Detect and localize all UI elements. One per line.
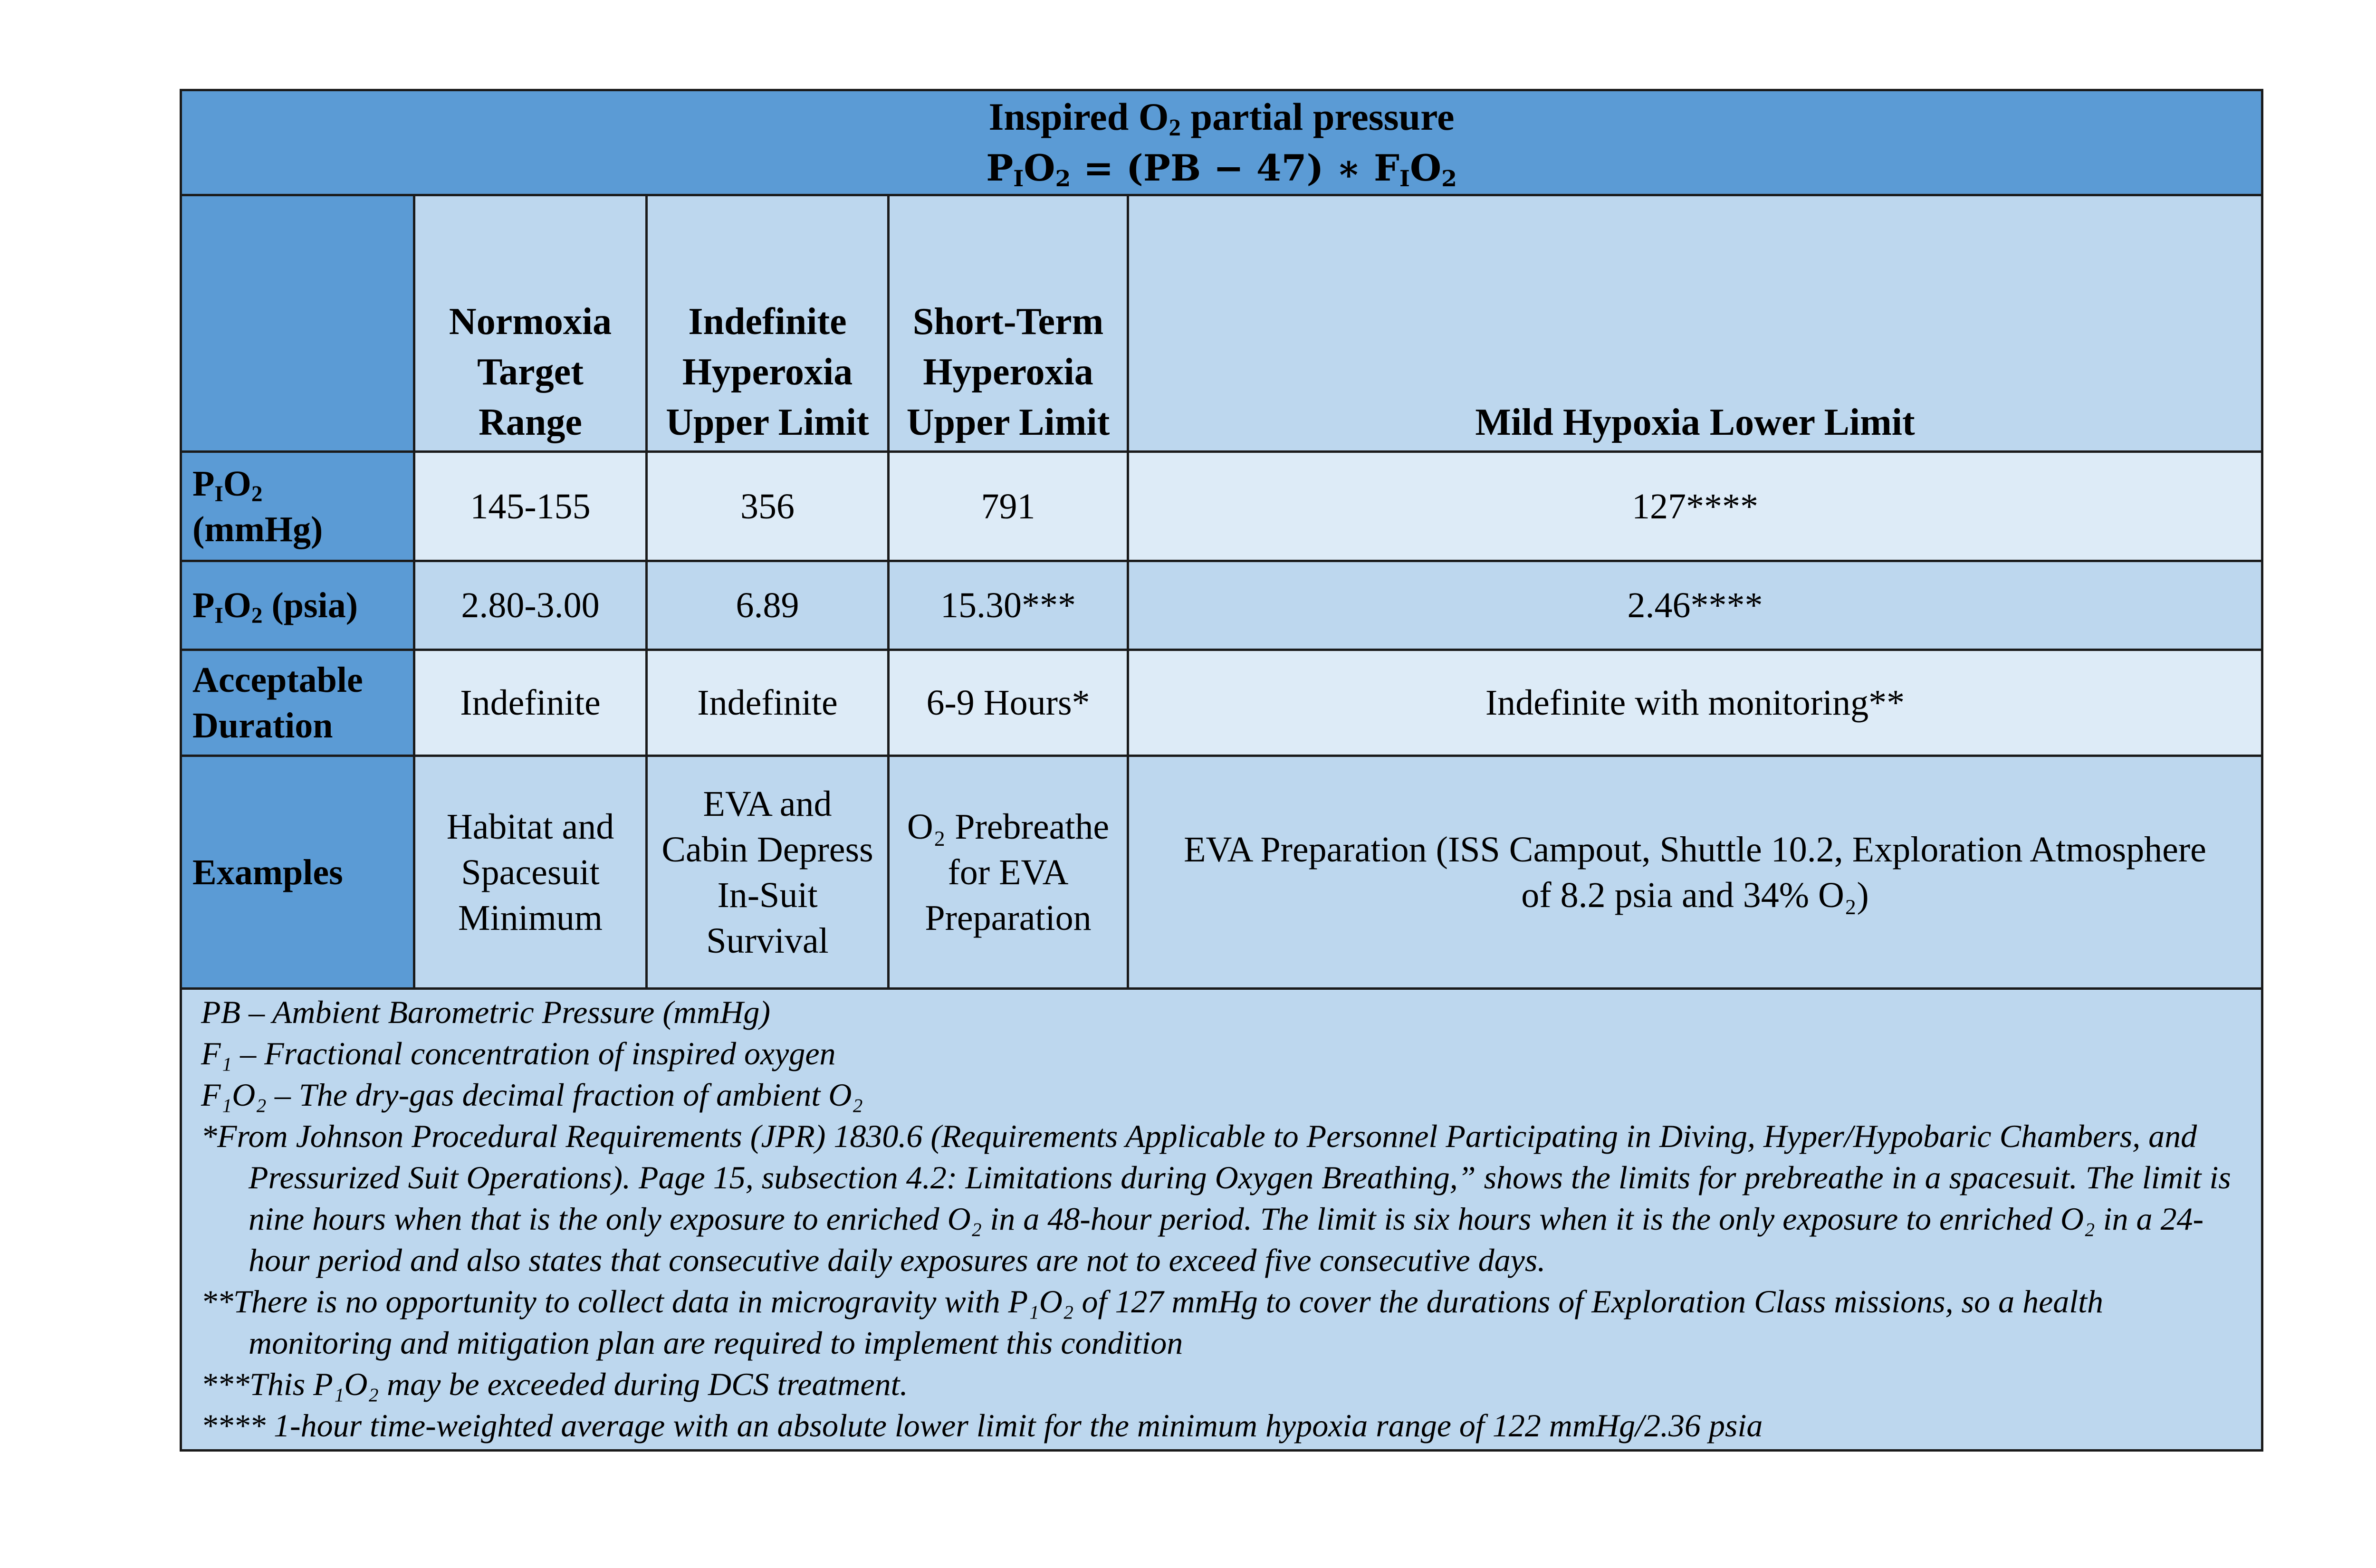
header-indefinite-hyperoxia: Indefinite Hyperoxia Upper Limit (647, 195, 889, 452)
row-label-pio2-psia: $P_IO_2$ (psia) (181, 561, 414, 650)
note-jpr: *From Johnson Procedural Requirements (JPR) 1830.6 (Requirements Applicable to Personnel Participating in Diving, Hyper/Hypobaric Chambers, and Pressurized Suit Operations). Page 15, subsection 4.2: Limitations during Oxygen Breathing,” shows the limits for prebreathe in a spacesuit. The limit is nine hours when that is the only exposure to enriched O₂ in a 48-hour period. The limit is six hours when it is the only exposure to enriched O₂ in a 24-hour period and also states that consecutive daily exposures are not to exceed five consecutive days. (201, 1118, 2231, 1278)
oxygen-pressure-table (180, 89, 2263, 1452)
cell-pio2-psia-normoxia: 2.80-3.00 (414, 561, 647, 650)
cell-examples-short-term: O₂ Prebreathe for EVA Preparation (889, 756, 1128, 989)
cell-duration-indefinite: Indefinite (647, 650, 889, 756)
title-line: Inspired $O_2$ partial pressure (988, 95, 1455, 141)
header-normoxia: Normoxia Target Range (414, 195, 647, 452)
title-formula: $P_IO_2 = (PB - 47)$ ∗ $F_IO_2$ (986, 147, 1457, 192)
row-label-examples: Examples (181, 756, 414, 989)
cell-pio2-mmhg-normoxia: 145-155 (414, 452, 647, 561)
cell-duration-mild: Indefinite with monitoring** (1128, 650, 2262, 756)
header-mild-hypoxia: Mild Hypoxia Lower Limit (1128, 195, 2262, 452)
cell-examples-mild: EVA Preparation (ISS Campout, Shuttle 10.2, Exploration Atmosphere of 8.2 psia and 34% O₂) (1128, 756, 2262, 989)
cell-pio2-psia-short-term: 15.30*** (889, 561, 1128, 650)
cell-duration-normoxia: Indefinite (414, 650, 647, 756)
note-dcs: ***This P₁O₂ may be exceeded during DCS treatment. (201, 1366, 908, 1402)
note-fio2: F₁O₂ – The dry-gas decimal fraction of ambient O₂ (201, 1077, 863, 1113)
cell-duration-short-term: 6-9 Hours* (889, 650, 1128, 756)
row-label-pio2-mmhg: $P_IO_2$ (mmHg) (181, 452, 414, 561)
table-notes (181, 989, 2262, 1451)
note-time-weighted: **** 1-hour time-weighted average with an absolute lower limit for the minimum hypoxia range of 122 mmHg/2.36 psia (201, 1407, 1763, 1444)
cell-pio2-psia-indefinite: 6.89 (647, 561, 889, 650)
cell-pio2-psia-mild: 2.46**** (1128, 561, 2262, 650)
note-microgravity: **There is no opportunity to collect data in microgravity with P₁O₂ of 127 mmHg to cover the durations of Exploration Class missions, so a health monitoring and mitigation plan are required to implement this condition (201, 1283, 2104, 1361)
note-fi: F₁ – Fractional concentration of inspired oxygen (201, 1035, 836, 1071)
row-label-duration: Acceptable Duration (181, 650, 414, 756)
cell-pio2-mmhg-short-term: 791 (889, 452, 1128, 561)
header-short-term-hyperoxia: Short-Term Hyperoxia Upper Limit (889, 195, 1128, 452)
cell-examples-indefinite: EVA and Cabin Depress In-Suit Survival (647, 756, 889, 989)
cell-examples-normoxia: Habitat and Spacesuit Minimum (414, 756, 647, 989)
note-pb: PB – Ambient Barometric Pressure (mmHg) (201, 994, 770, 1030)
cell-pio2-mmhg-mild: 127**** (1128, 452, 2262, 561)
table-title (181, 90, 2262, 195)
header-corner (181, 195, 414, 452)
cell-pio2-mmhg-indefinite: 356 (647, 452, 889, 561)
